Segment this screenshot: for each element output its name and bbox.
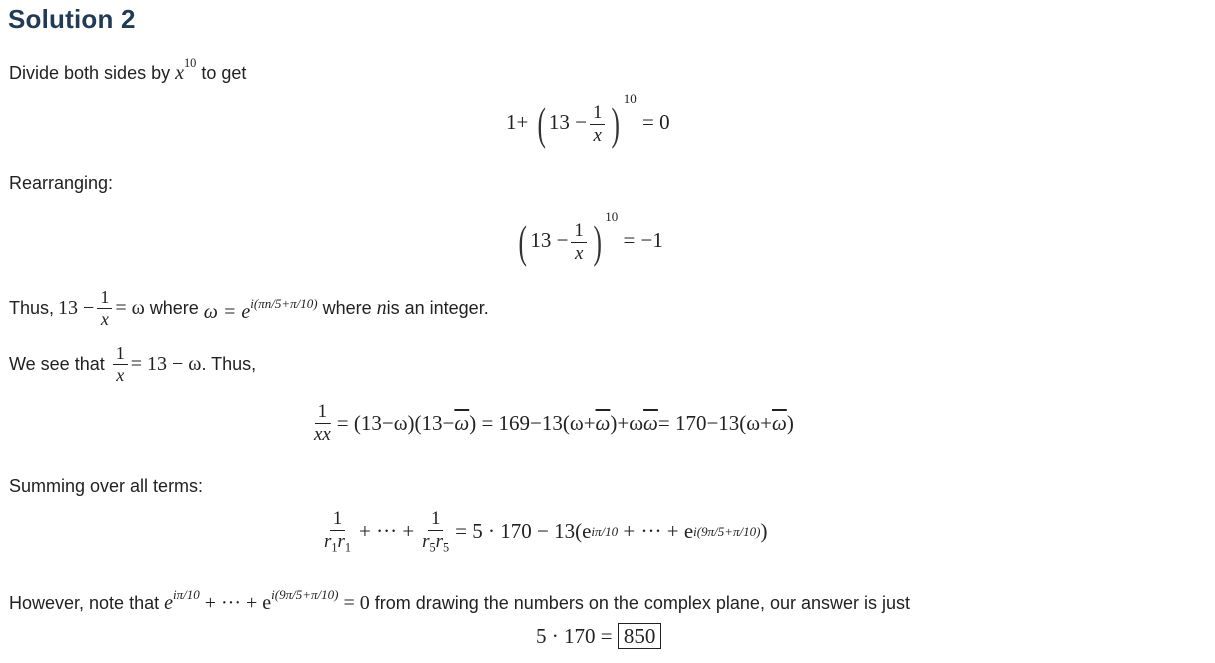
paragraph-rearranging: Rearranging: — [9, 173, 114, 193]
math-omega-definition: $\omega = e^{i(\pi n/5+\pi/10)}$ — [203, 296, 318, 324]
math-exp-sum: $e^{i\pi/10}$ + ··· + $e^{i(9\pi/5+\pi/10)} = 0$ — [164, 587, 370, 614]
equation-3: $\frac{1}{x\overline{x}}$ = (13−ω)(13− $\overline{\omega}$ ) = 169−13(ω+ $\overline{\omega}$ )+ω $\overline{\omega}$ = 170−13(ω+ $\overline{\omega}$ ) — [308, 402, 794, 445]
fraction-1-over-x: $\frac{1}{x}$ — [97, 288, 112, 329]
paragraph-divide-text: Divide both sides by — [9, 62, 176, 83]
paragraph-we-see: We see that $\frac{1}{x}$ = 13 − ω . Thus, — [9, 343, 257, 385]
paragraph-divide: Divide both sides by $x^{10}$ to get — [9, 56, 247, 84]
equation-2: ( 13 − $\frac{1}{x}$ ) $^{10}$ = −1 — [518, 209, 663, 268]
fraction-1-over-x: $\frac{1}{x}$ — [590, 103, 605, 146]
solution-title: Solution 2 — [8, 4, 136, 34]
equation-5-final-answer: 5 · 170 = 850 — [536, 624, 661, 649]
boxed-answer: 850 — [618, 623, 662, 649]
fraction-1-over-x: $\frac{1}{x}$ — [113, 344, 128, 385]
paragraph-however: However, note that $e^{i\pi/10}$ + ··· + $e^{i(9\pi/5+\pi/10)} = 0$ from drawing the numbers on the complex plane, our answer is just — [9, 584, 910, 614]
fraction-1-over-r1: $\frac{1}{r_1\overline{r}_1}$ — [324, 508, 351, 555]
equation-1: 1+ ( 13 − $\frac{1}{x}$ ) $^{10}$ = 0 — [506, 91, 670, 150]
fraction-1-over-x: $\frac{1}{x}$ — [571, 221, 586, 264]
fraction-1-over-x-xbar: $\frac{1}{x\overline{x}}$ — [314, 401, 331, 445]
paragraph-summing: Summing over all terms: — [9, 476, 204, 496]
math-x-power-10: $x^{10}$ — [175, 56, 197, 84]
fraction-1-over-r5: $\frac{1}{r_5\overline{r}_5}$ — [422, 508, 450, 555]
equation-4: $\frac{1}{r_1\overline{r}_1}$ + ··· + $\frac{1}{r_5\overline{r}_5}$ = 5 · 170 − 13(e iπ/10 + ··· + e i(9π/5+π/10) ) — [318, 509, 767, 554]
paragraph-thus: Thus, 13 − $\frac{1}{x}$ = ω where $\omega = e^{i(\pi n/5+\pi/10)}$ where n is an integer. — [9, 287, 489, 329]
